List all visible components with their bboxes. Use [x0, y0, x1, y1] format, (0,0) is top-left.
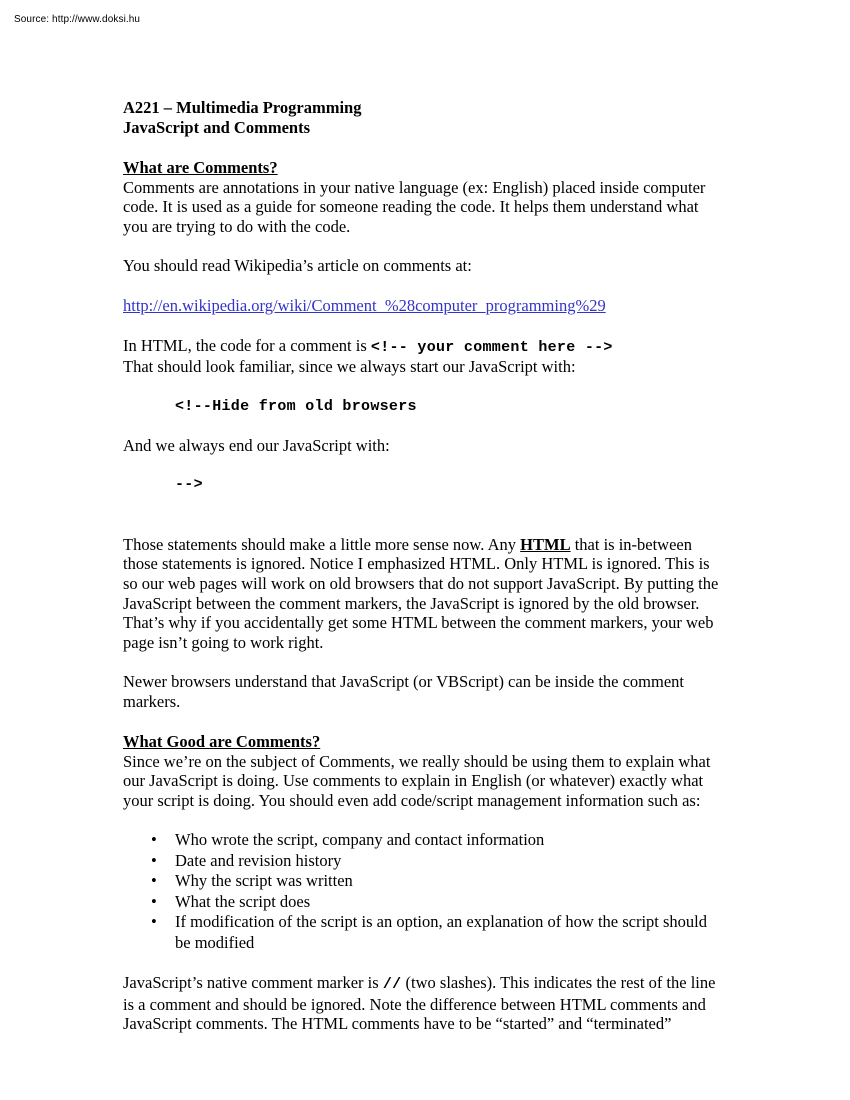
paragraph-comments-definition: Comments are annotations in your native language (ex: English) placed inside computer code. It is used as a guide for someone reading the code. It helps them understand what you are trying to do with the code. — [123, 177, 706, 237]
paragraph-familiar-start: That should look familiar, since we always start our JavaScript with: — [123, 357, 576, 377]
list-item-label: Who wrote the script, company and contact information — [175, 830, 545, 850]
js-marker-suffix: (two slashes). This indicates the rest of the line is a comment and should be ignored. Note the difference between HTML comments and JavaScript comments. The HTML comments have to be “started” and “terminated” — [123, 973, 716, 1034]
bullet-icon: • — [151, 912, 157, 932]
document-content — [123, 98, 724, 1034]
paragraph-why-use-comments: Since we’re on the subject of Comments, we really should be using them to explain what our JavaScript is doing. Use comments to explain in English (or whatever) exactly what your script is doing. You should even add code/script management information such as: — [123, 751, 711, 810]
js-double-slash-code: // — [382, 976, 402, 993]
section-heading-what-good-are-comments-wrap — [123, 732, 724, 752]
spacer — [123, 377, 724, 397]
bullet-icon: • — [151, 830, 157, 850]
statements-text-part-2: that is in-between those statements is ignored. Notice I emphasized HTML. Only HTML is ignored. This is so our web pages will work on old browsers that do not support JavaScript. By putting the JavaScript between the comment markers, the JavaScript is ignored by the old browser. That’s why if you accidentally get some HTML between the comment markers, your web page isn’t going to work right. — [123, 534, 719, 653]
list-item — [123, 892, 724, 913]
section-heading-what-are-comments-wrap — [123, 158, 724, 178]
list-item-label: If modification of the script is an option, an explanation of how the script should be modified — [175, 912, 708, 952]
document-title-line-2: JavaScript and Comments — [123, 118, 311, 137]
emphasized-html-term: HTML — [520, 534, 571, 554]
html-comment-code-sample: <!-- your comment here --> — [370, 338, 613, 356]
spacer — [123, 495, 724, 515]
html-comment-syntax-prefix: In HTML, the code for a comment is — [123, 335, 371, 355]
wikipedia-link-wrap — [123, 296, 724, 316]
script-management-list — [123, 830, 724, 953]
spacer — [123, 515, 724, 535]
wikipedia-comment-link[interactable]: http://en.wikipedia.org/wiki/Comment_%28computer_programming%29 — [123, 295, 606, 315]
list-item-label: What the script does — [175, 891, 311, 911]
spacer — [123, 953, 724, 973]
paragraph-js-comment-marker — [123, 973, 724, 1034]
list-item — [123, 871, 724, 892]
list-item — [123, 912, 724, 953]
paragraph-always-end: And we always end our JavaScript with: — [123, 436, 390, 456]
spacer — [123, 653, 724, 673]
list-item — [123, 851, 724, 872]
spacer — [123, 811, 724, 831]
list-item-label: Why the script was written — [175, 871, 353, 891]
document-title-line-1: A221 – Multimedia Programming — [123, 98, 362, 117]
spacer — [123, 138, 724, 158]
bullet-icon: • — [151, 891, 157, 911]
statements-text-part-1: Those statements should make a little more sense now. Any — [123, 534, 521, 554]
spacer — [123, 276, 724, 296]
spacer — [123, 237, 724, 257]
section-heading-what-good-are-comments: What Good are Comments? — [123, 731, 321, 751]
paragraph-wikipedia-intro: You should read Wikipedia’s article on comments at: — [123, 256, 472, 276]
bullet-icon: • — [151, 871, 157, 891]
list-item — [123, 830, 724, 851]
code-block-close-comment: --> — [175, 476, 203, 494]
code-block-hide-from-old-browsers: <!--Hide from old browsers — [175, 397, 417, 415]
paragraph-newer-browsers: Newer browsers understand that JavaScript (or VBScript) can be inside the comment markers. — [123, 672, 684, 712]
spacer — [123, 712, 724, 732]
paragraph-statements-explanation — [123, 535, 724, 653]
spacer — [123, 316, 724, 336]
list-item-label: Date and revision history — [175, 850, 342, 870]
section-heading-what-are-comments: What are Comments? — [123, 157, 278, 177]
bullet-icon: • — [151, 850, 157, 870]
spacer — [123, 456, 724, 476]
spacer — [123, 416, 724, 436]
js-marker-prefix: JavaScript’s native comment marker is — [123, 973, 383, 992]
paragraph-html-comment-syntax — [123, 336, 724, 358]
source-watermark: Source: http://www.doksi.hu — [14, 14, 141, 25]
